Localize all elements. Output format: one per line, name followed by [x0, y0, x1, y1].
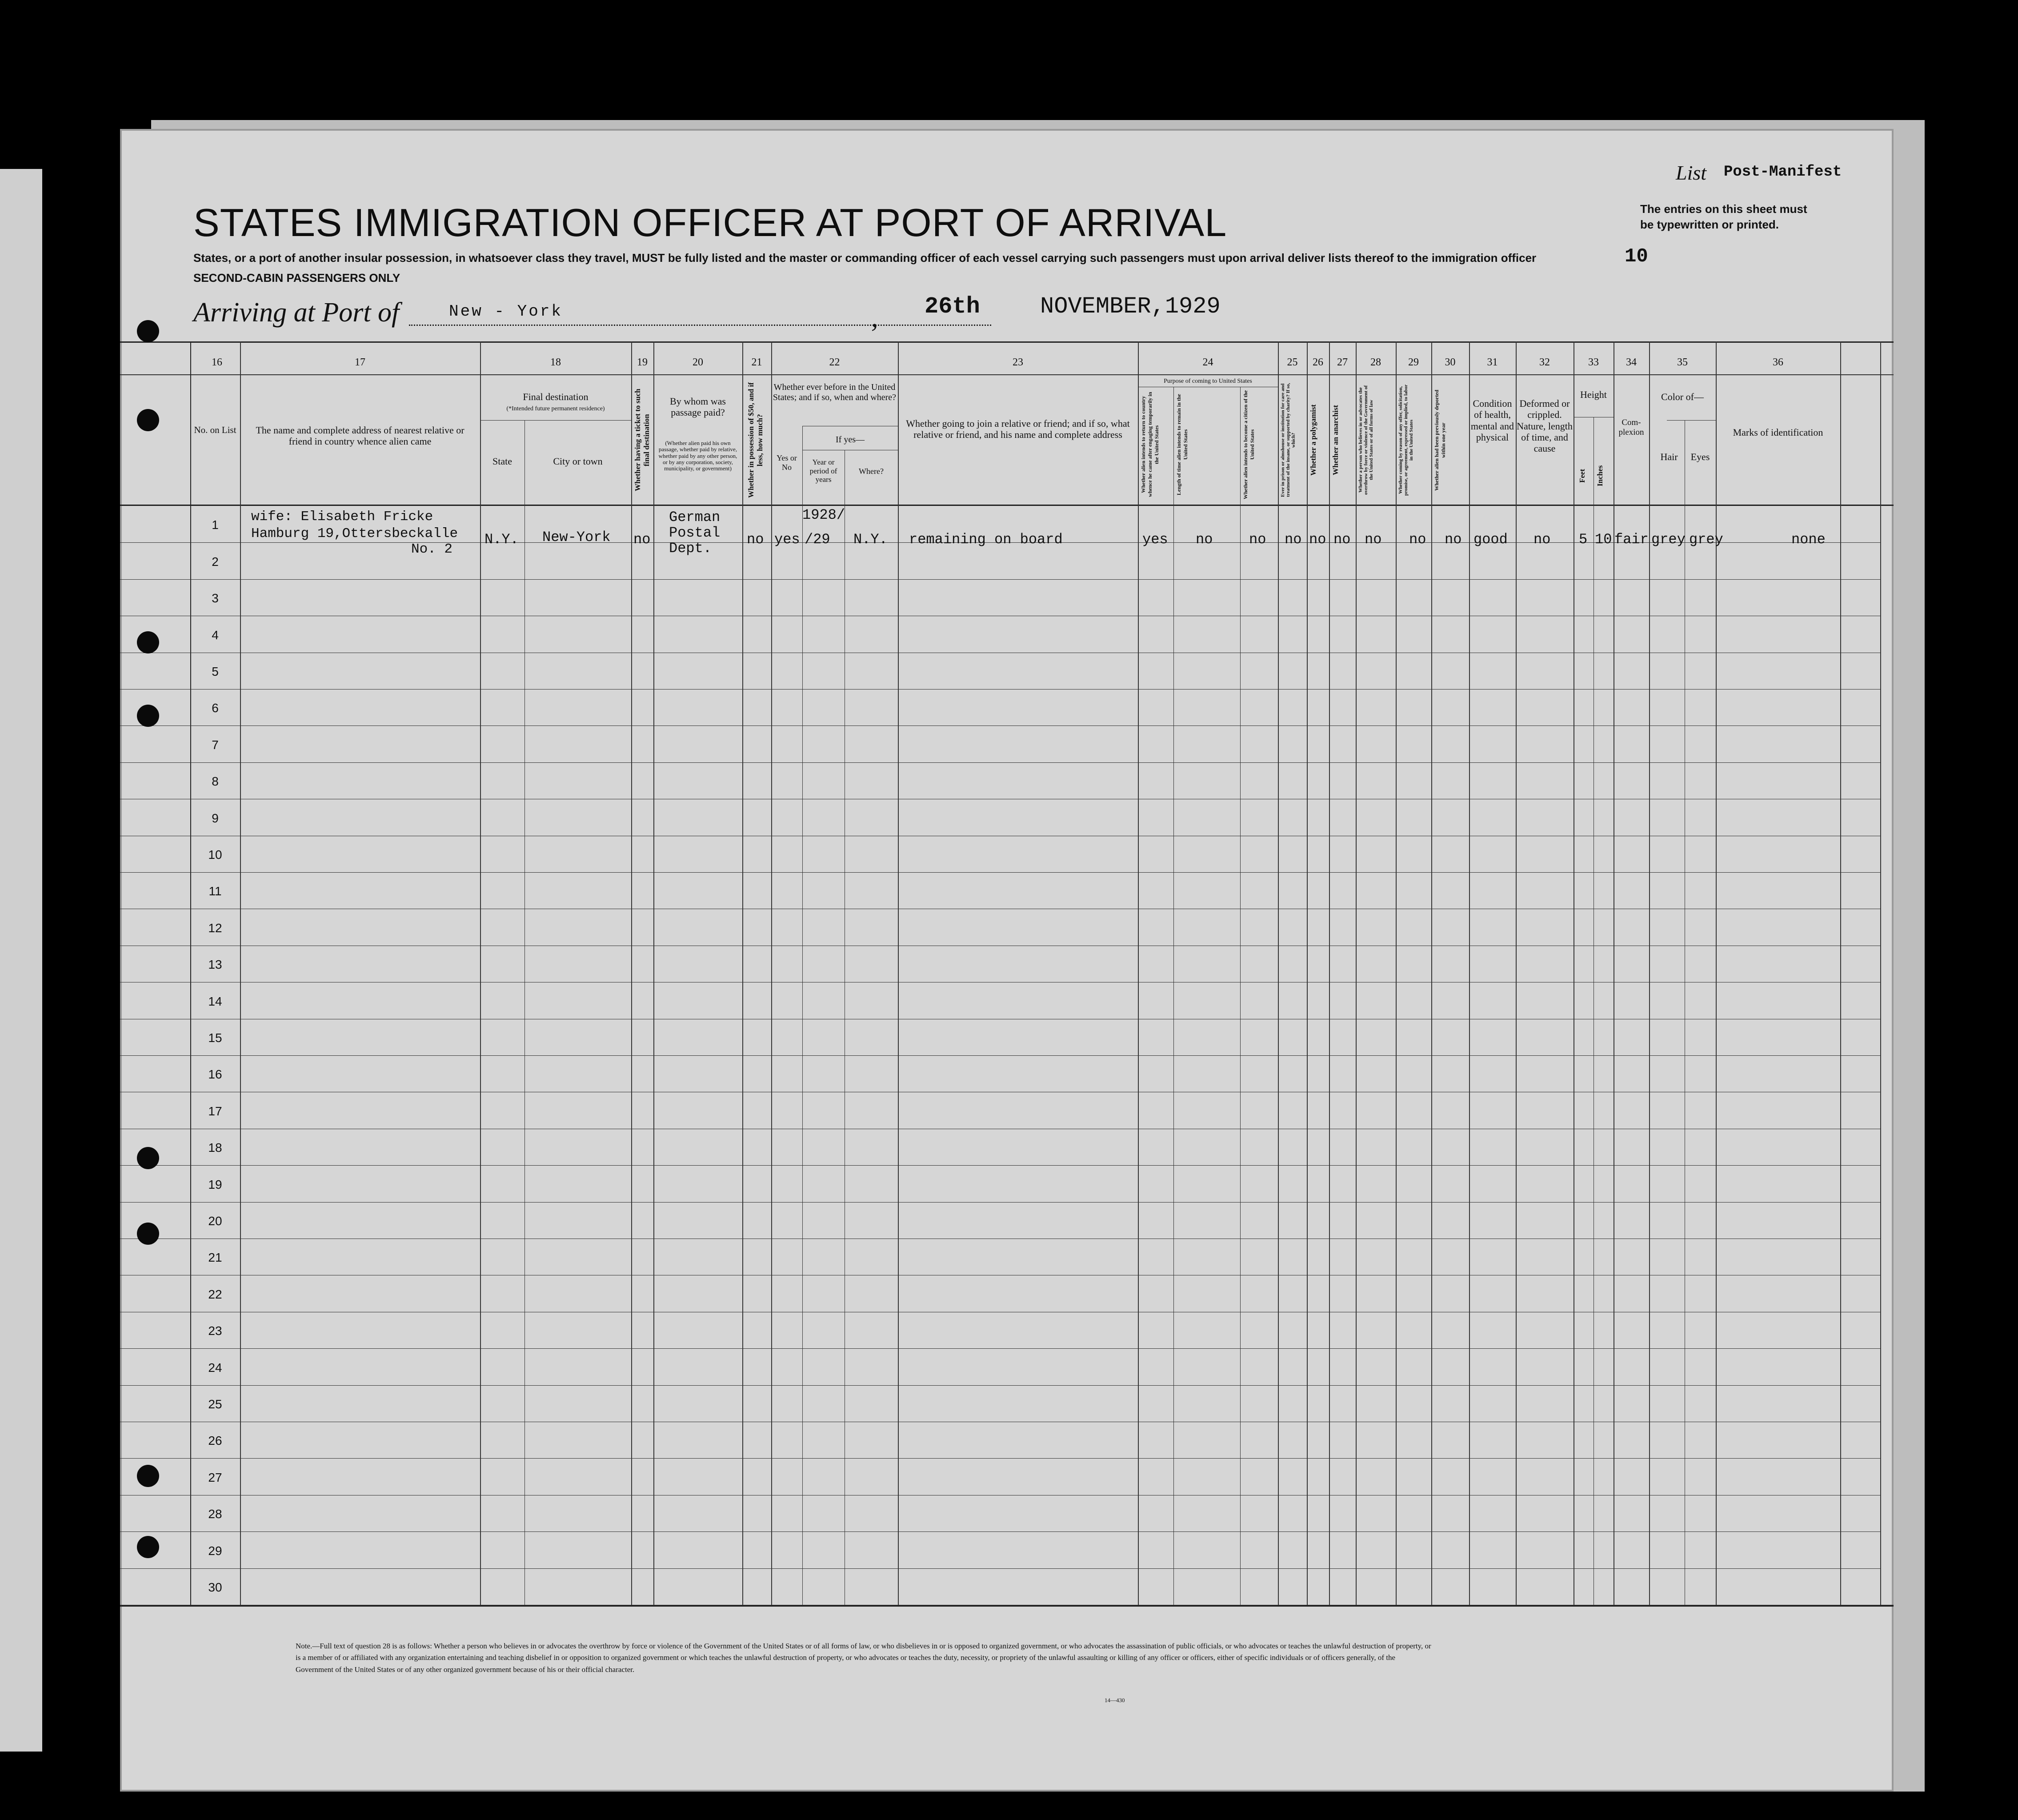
- row-line: [120, 872, 1880, 873]
- entry1-citizen: no: [1249, 531, 1266, 548]
- entry1-marks: none: [1791, 531, 1826, 548]
- row-number: 3: [212, 591, 219, 605]
- col-num-21: 21: [751, 357, 762, 368]
- entry1-ticket: no: [633, 531, 651, 548]
- header-year: Year or period of years: [809, 458, 837, 484]
- entry1-eyes: grey: [1689, 531, 1723, 548]
- entry1-complexion: fair: [1614, 531, 1649, 548]
- row-number: 30: [208, 1580, 222, 1594]
- row-line: [120, 1348, 1880, 1349]
- row-number: 9: [212, 811, 219, 825]
- entry1-relative-line1: wife: Elisabeth Fricke: [251, 509, 433, 525]
- row-number: 15: [208, 1030, 222, 1045]
- left-adjacent-page: [0, 169, 42, 1752]
- entry1-length: no: [1196, 531, 1213, 548]
- header-anarchist: Whether an anarchist: [1331, 405, 1340, 476]
- header-passage-paid-note: (Whether alien paid his own passage, whether paid by relative, whether paid by any other person, or by any corporation, society, municipality, or government): [658, 440, 737, 472]
- header-ever-before: Whether ever before in the United States; and if so, when and where?: [773, 382, 897, 402]
- col-num-25: 25: [1287, 357, 1298, 368]
- col-num-31: 31: [1487, 357, 1498, 368]
- header-marks: Marks of identification: [1733, 427, 1823, 438]
- col-num-22: 22: [829, 357, 840, 368]
- row-number: 19: [208, 1177, 222, 1191]
- row-line: [120, 1385, 1880, 1386]
- entry1-inches: 10: [1595, 531, 1612, 548]
- entry1-hair: grey: [1651, 531, 1686, 548]
- header-state: State: [492, 456, 512, 467]
- row-number: 24: [208, 1360, 222, 1375]
- sheet-number: 10: [1625, 245, 1648, 268]
- binder-hole: [137, 705, 159, 727]
- header-joining: Whether going to join a relative or friend; and if so, what relative or friend, and his name and complete address: [906, 418, 1130, 441]
- class-line: SECOND-CABIN PASSENGERS ONLY: [193, 271, 400, 285]
- entry1-joining: remaining on board: [909, 531, 1063, 548]
- binder-hole: [137, 320, 159, 342]
- row-line: [120, 1568, 1880, 1569]
- header-fifty-dollars: Whether in possession of $50, and if less, how much?: [747, 382, 764, 498]
- row-number: 14: [208, 994, 222, 1008]
- row-number: 7: [212, 738, 219, 752]
- col-num-36: 36: [1773, 357, 1783, 368]
- row-line: [120, 1165, 1880, 1166]
- entry1-relative-line2: Hamburg 19,Ottersbeckalle: [251, 526, 458, 541]
- col-num-17: 17: [355, 357, 365, 368]
- header-complexion: Com-plexion: [1618, 418, 1644, 437]
- row-number: 16: [208, 1067, 222, 1082]
- header-ticket: Whether having a ticket to such final destination: [633, 389, 651, 492]
- header-deformed: Deformed or crippled. Nature, length of time, and cause: [1517, 398, 1573, 454]
- entry1-prison: no: [1285, 531, 1302, 548]
- row-number: 25: [208, 1397, 222, 1411]
- entry1-anarchist: no: [1333, 531, 1351, 548]
- binder-hole: [137, 409, 159, 431]
- list-type: Post-Manifest: [1724, 164, 1842, 180]
- entry1-city: New-York: [542, 529, 611, 545]
- arriving-label: Arriving at Port of: [193, 297, 400, 328]
- subtitle-line: States, or a port of another insular possession, in whatsoever class they travel, MUST be fully listed and the master or commanding officer of each vessel carrying such passengers must upon arrival deliver lists thereof to the immigration officer: [193, 251, 1537, 265]
- col-num-20: 20: [693, 357, 703, 368]
- row-number: 13: [208, 958, 222, 972]
- page-title: STATES IMMIGRATION OFFICER AT PORT OF ARRIVAL: [193, 200, 1227, 245]
- entry1-q30: no: [1445, 531, 1462, 548]
- row-number: 23: [208, 1324, 222, 1338]
- col-num-19: 19: [637, 357, 648, 368]
- header-polygamist: Whether a polygamist: [1309, 404, 1317, 476]
- entry1-state: N.Y.: [484, 531, 519, 548]
- row-line: [120, 1531, 1880, 1532]
- binder-hole: [137, 1536, 159, 1558]
- entry1-deformed: no: [1534, 531, 1551, 548]
- date-day: 26th: [925, 293, 980, 320]
- row-number: 29: [208, 1543, 222, 1558]
- header-list-number: No. on List: [194, 425, 236, 435]
- header-yes-no: Yes or No: [777, 453, 797, 472]
- row-number: 12: [208, 921, 222, 935]
- entry1-feet: 5: [1579, 531, 1588, 548]
- row-number: 2: [212, 554, 219, 569]
- final-destination-divider: [480, 420, 631, 421]
- binder-hole: [137, 1465, 159, 1487]
- row-number: 26: [208, 1434, 222, 1448]
- col-num-34: 34: [1626, 357, 1637, 368]
- row-number: 28: [208, 1507, 222, 1521]
- row-line: [120, 579, 1880, 580]
- entry1-year-2: /29: [805, 531, 830, 548]
- binder-hole: [137, 1147, 159, 1169]
- header-color: Color of—: [1661, 391, 1704, 402]
- entry1-passage-1: German: [669, 509, 721, 525]
- entry1-money: no: [747, 531, 764, 548]
- form-code: 14—430: [1105, 1697, 1125, 1704]
- col-num-30: 30: [1445, 357, 1456, 368]
- header-final-destination-note: (*Intended future permanent residence): [506, 405, 605, 412]
- manifest-sheet: [120, 129, 1894, 1792]
- col-num-26: 26: [1313, 357, 1323, 368]
- row-number: 17: [208, 1104, 222, 1118]
- entry1-before-yes: yes: [774, 531, 800, 548]
- header-q28: Whether a person who believes in or advocates the overthrow by force or violence of the Government of the United States or of all forms of law: [1358, 385, 1374, 495]
- header-hair: Hair: [1660, 451, 1678, 462]
- header-where: Where?: [859, 467, 884, 476]
- entry1-q29: no: [1409, 531, 1426, 548]
- header-purpose-length: Length of time alien intends to remain in the United States: [1176, 394, 1189, 495]
- row-number: 18: [208, 1141, 222, 1155]
- row-number: 20: [208, 1214, 222, 1228]
- entry1-return: yes: [1142, 531, 1168, 548]
- row-number: 27: [208, 1470, 222, 1484]
- header-inches: Inches: [1596, 465, 1604, 486]
- entry1-polygamist: no: [1309, 531, 1326, 548]
- port-underline: [409, 325, 991, 326]
- header-relative-address: The name and complete address of nearest relative or friend in country whence alien came: [256, 425, 464, 447]
- header-purpose-return: Whether alien intends to return to country whence he came after engaging temporarily in the United States: [1140, 392, 1160, 497]
- color-divider: [1667, 420, 1716, 421]
- header-eyes: Eyes: [1690, 451, 1710, 462]
- col-num-18: 18: [550, 357, 561, 368]
- binder-hole: [137, 1223, 159, 1245]
- row-number: 5: [212, 664, 219, 678]
- header-purpose-citizen: Whether alien intends to become a citizen of the United States: [1242, 390, 1255, 499]
- table-top-border: [120, 341, 1894, 343]
- port-value: New - York: [449, 302, 563, 321]
- row-number: 1: [212, 518, 219, 532]
- header-health: Condition of health, mental and physical: [1470, 398, 1514, 443]
- header-height: Height: [1580, 389, 1607, 400]
- entry1-relative-line3: No. 2: [411, 541, 453, 557]
- entry1-passage-3: Dept.: [669, 540, 712, 557]
- entries-note-2: be typewritten or printed.: [1640, 218, 1779, 231]
- row-line: [120, 1055, 1880, 1056]
- entry1-year-1: 1928/: [802, 507, 845, 523]
- row-line: [120, 1202, 1880, 1203]
- col-num-33: 33: [1588, 357, 1599, 368]
- header-passage-paid: By whom was passage paid?: [670, 396, 726, 418]
- col-num-27: 27: [1337, 357, 1348, 368]
- col-num-23: 23: [1013, 357, 1023, 368]
- col-num-16: 16: [212, 357, 222, 368]
- entry1-q28: no: [1365, 531, 1382, 548]
- header-prison: Ever in prison or almshouse or institution for care and treatment of the insane, or supported by charity? If so, which?: [1280, 383, 1296, 497]
- row-area: [120, 506, 1894, 1605]
- list-label: List: [1676, 161, 1707, 184]
- number-row-border: [120, 374, 1894, 375]
- col-num-35: 35: [1677, 357, 1688, 368]
- col-num-32: 32: [1539, 357, 1550, 368]
- header-q30: Whether alien had been previously deported within one year: [1433, 389, 1446, 491]
- row-line: [120, 1458, 1880, 1459]
- header-purpose: Purpose of coming to United States: [1164, 378, 1252, 385]
- col-num-29: 29: [1408, 357, 1419, 368]
- date-month-year: NOVEMBER,1929: [1040, 293, 1221, 320]
- row-number: 8: [212, 774, 219, 789]
- row-number: 11: [208, 884, 222, 898]
- row-number: 6: [212, 701, 219, 715]
- row-line: [120, 762, 1880, 763]
- header-final-destination: Final destination: [523, 391, 589, 402]
- header-feet: Feet: [1578, 469, 1586, 483]
- row-number: 22: [208, 1287, 222, 1301]
- entry1-where: N.Y.: [853, 531, 888, 548]
- row-number: 10: [208, 847, 222, 862]
- col-num-28: 28: [1370, 357, 1381, 368]
- comma-separator: ,: [871, 303, 878, 333]
- row-line: [120, 689, 1880, 690]
- entry1-health: good: [1473, 531, 1508, 548]
- binder-hole: [137, 631, 159, 653]
- row-number: 4: [212, 628, 219, 642]
- header-if-yes: If yes—: [836, 435, 865, 445]
- footer-note: Note.—Full text of question 28 is as follows: Whether a person who believes in or advocates the overthrow by force or violence of the Government of the United States or of all forms of law, or who disbelieves in or is opposed to organized government, or who advocates the assassination of public officials, or who advocates or teaches the unlawful destruction of property, or is a member of or affiliated with any organization entertaining and teaching disbelief in or opposition to organized government or which teaches the unlawful destruction of property, or who advocates or teaches the duty, necessity, or propriety of the unlawful assaulting or killing of any officer or officers, either of specific individuals or of officers generally, of the Government of the United States or of any other organized government because of his or their official character.: [296, 1642, 1431, 1674]
- entries-note-1: The entries on this sheet must: [1640, 202, 1807, 216]
- row-number: 21: [208, 1251, 222, 1265]
- header-city: City or town: [553, 456, 603, 467]
- header-q29: Whether coming by reason of any offer, solicitation, promise, or agreement, expressed or implied, to labor in the United States: [1398, 384, 1414, 496]
- entry1-passage-2: Postal: [669, 525, 721, 541]
- col-num-24: 24: [1202, 357, 1213, 368]
